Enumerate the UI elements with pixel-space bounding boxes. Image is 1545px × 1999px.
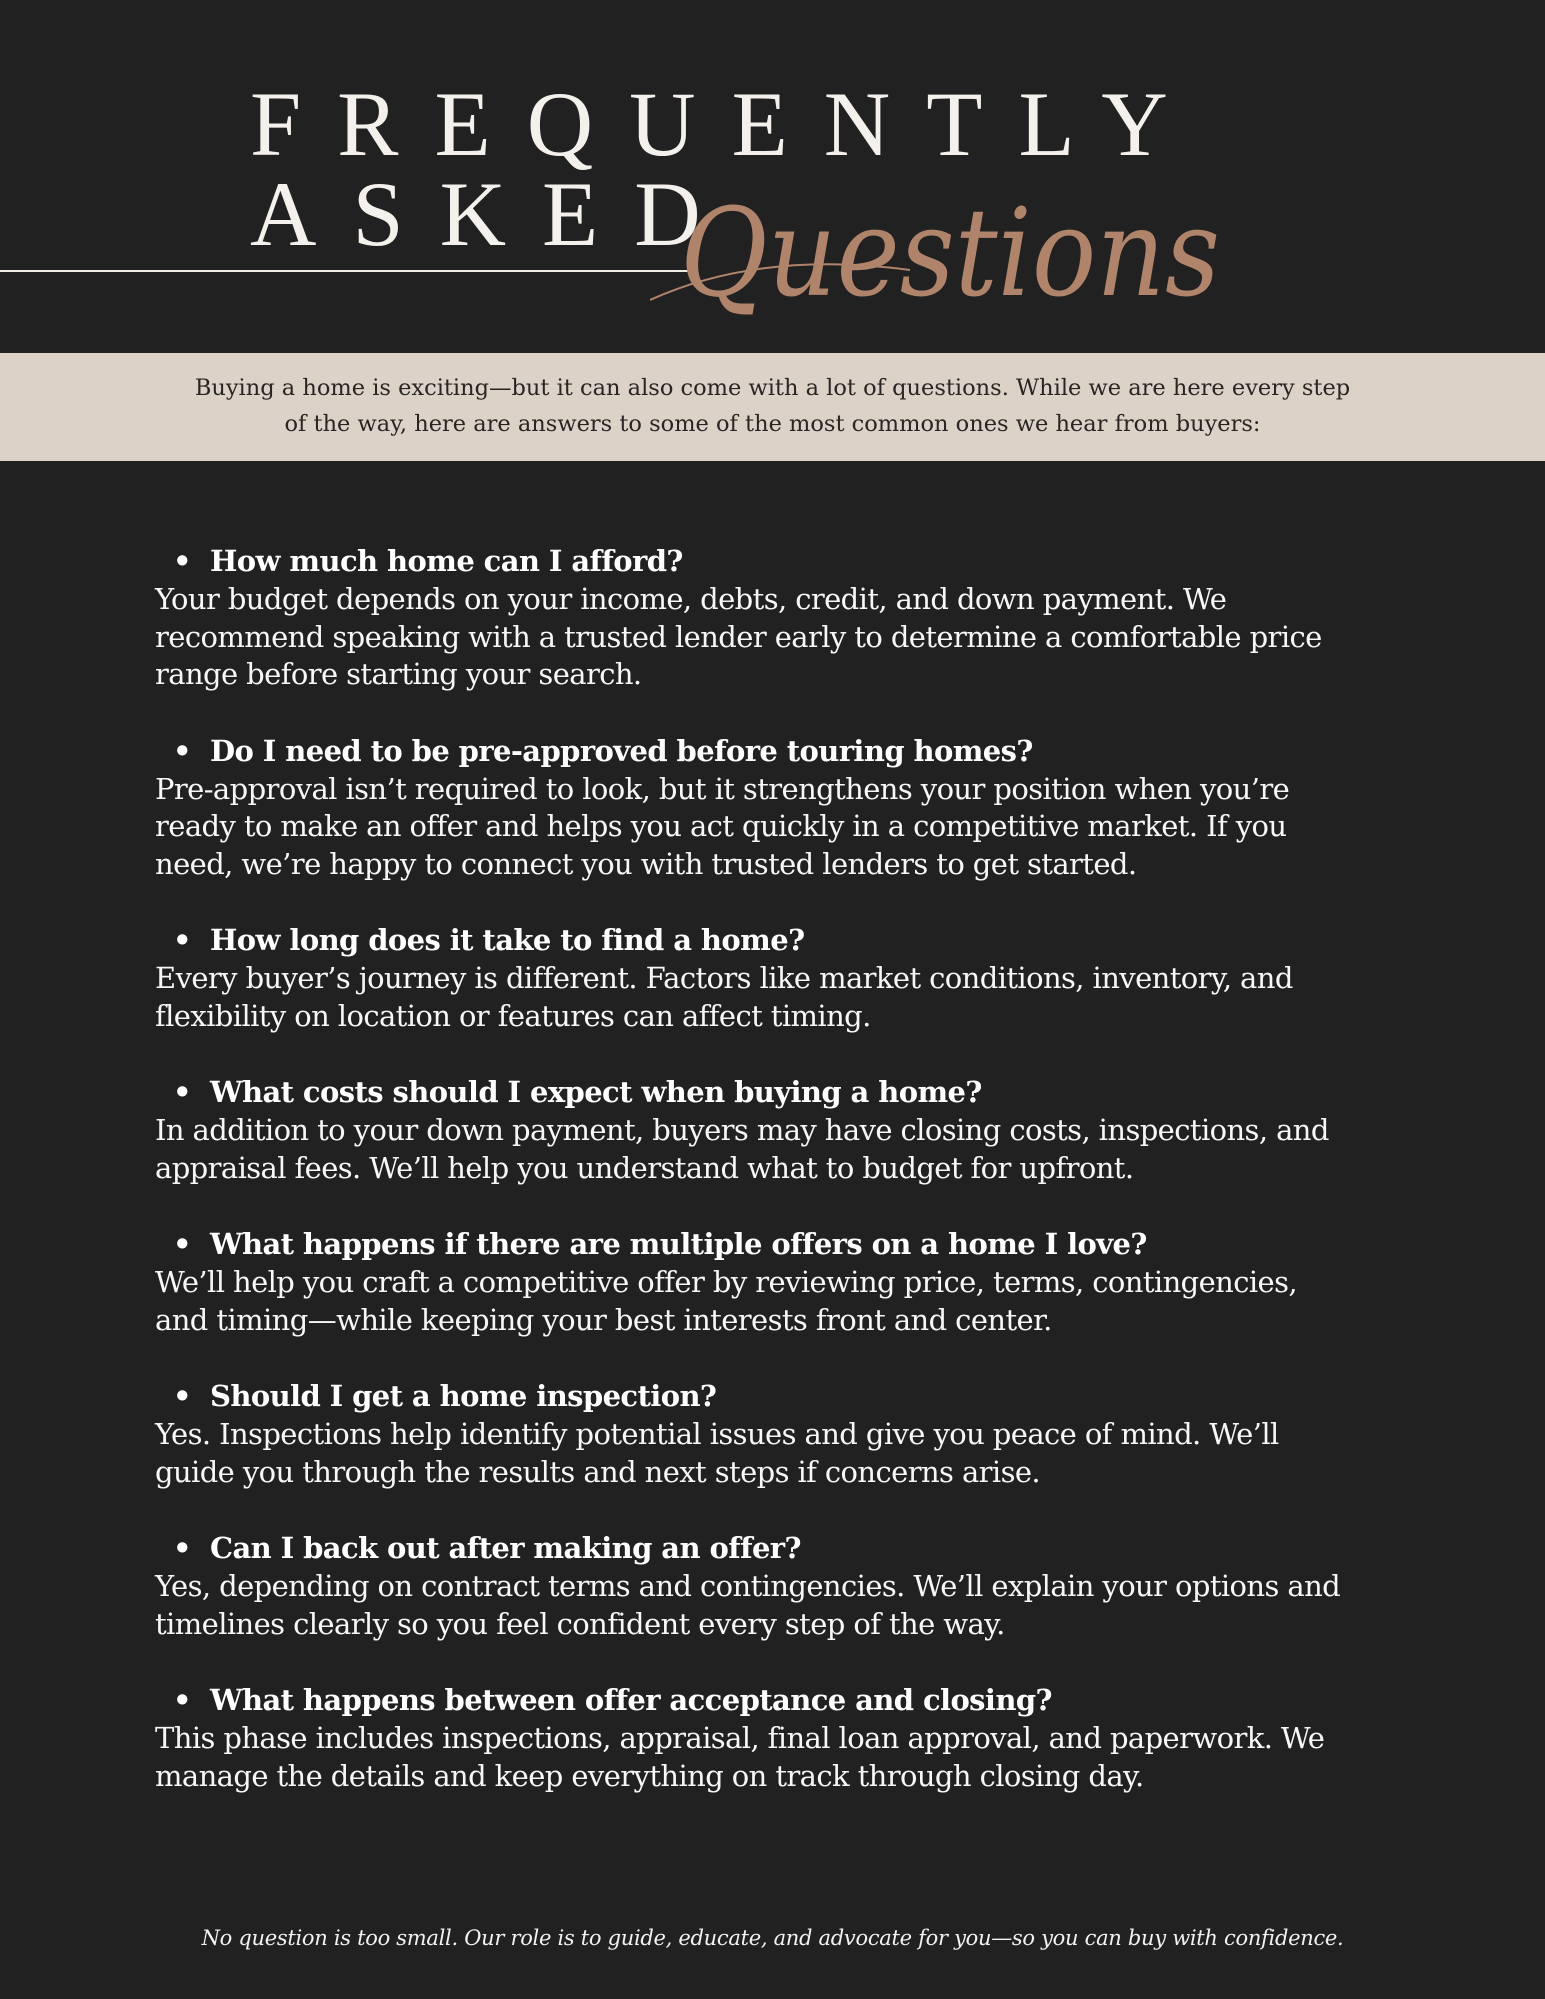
- faq-answer: [155, 1416, 1405, 1491]
- faq-answer-line: recommend speaking with a trusted lender early to determine a comfortable price: [155, 619, 1322, 654]
- questions-script-wordmark: [650, 150, 1250, 360]
- faq-question-text: Should I get a home inspection?: [210, 1379, 717, 1413]
- faq-answer-line: and timing—while keeping your best interests front and center.: [155, 1302, 1052, 1337]
- faq-answer-line: manage the details and keep everything on track through closing day.: [155, 1758, 1144, 1793]
- faq-answer: [155, 771, 1405, 884]
- faq-answer: [155, 581, 1405, 694]
- bullet-icon: •: [173, 1379, 191, 1413]
- faq-answer: [155, 1264, 1405, 1339]
- faq-question: [155, 541, 1405, 581]
- faq-answer-line: Your budget depends on your income, debts, credit, and down payment. We: [155, 582, 1227, 616]
- intro-line-1: Buying a home is exciting—but it can also come with a lot of questions. While we are here every step: [194, 375, 1351, 401]
- faq-answer: [155, 1112, 1405, 1187]
- faq-question-text: How long does it take to find a home?: [210, 923, 805, 957]
- faq-item: [155, 1376, 1405, 1491]
- faq-question: [155, 731, 1405, 771]
- faq-answer-line: Yes. Inspections help identify potential issues and give you peace of mind. We’ll: [155, 1417, 1279, 1451]
- faq-item: [155, 1072, 1405, 1187]
- title-frequently: FREQUENTLY: [250, 73, 1204, 175]
- bullet-icon: •: [173, 1227, 191, 1261]
- bullet-icon: •: [173, 544, 191, 578]
- faq-answer-line: need, we’re happy to connect you with trusted lenders to get started.: [155, 846, 1137, 881]
- faq-question-text: What happens if there are multiple offers on a home I love?: [210, 1227, 1147, 1261]
- faq-question: [155, 1072, 1405, 1112]
- faq-answer-line: In addition to your down payment, buyers may have closing costs, inspections, and: [155, 1113, 1329, 1147]
- faq-question: [155, 1224, 1405, 1264]
- bullet-icon: •: [173, 1531, 191, 1565]
- faq-answer-line: Every buyer’s journey is different. Factors like market conditions, inventory, and: [155, 961, 1293, 995]
- faq-question: [155, 1528, 1405, 1568]
- title-asked: ASKED: [250, 163, 737, 265]
- faq-question-text: What costs should I expect when buying a home?: [210, 1075, 982, 1109]
- faq-item: [155, 731, 1405, 884]
- faq-question-text: Can I back out after making an offer?: [210, 1531, 801, 1565]
- faq-answer-line: This phase includes inspections, appraisal, final loan approval, and paperwork. We: [155, 1721, 1325, 1755]
- faq-item: [155, 920, 1405, 1035]
- page-header: [0, 0, 1545, 353]
- faq-answer-line: Pre-approval isn’t required to look, but it strengthens your position when you’re: [155, 771, 1290, 806]
- footer-note: No question is too small. Our role is to guide, educate, and advocate for you—so you can buy with confidence.: [201, 1926, 1344, 1950]
- bullet-icon: •: [173, 923, 191, 957]
- faq-answer: [155, 960, 1405, 1035]
- faq-item: [155, 1224, 1405, 1339]
- faq-answer-line: guide you through the results and next steps if concerns arise.: [155, 1454, 1041, 1489]
- bullet-icon: •: [173, 1075, 191, 1109]
- faq-question: [155, 920, 1405, 960]
- faq-question-text: Do I need to be pre-approved before touring homes?: [210, 733, 1033, 768]
- faq-item: [155, 1680, 1405, 1795]
- faq-answer-line: range before starting your search.: [155, 657, 642, 691]
- faq-answer-line: flexibility on location or features can affect timing.: [155, 998, 871, 1033]
- faq-answer-line: appraisal fees. We’ll help you understand what to budget for upfront.: [155, 1150, 1134, 1185]
- faq-answer: [155, 1720, 1405, 1795]
- faq-answer-line: timelines clearly so you feel confident every step of the way.: [155, 1606, 1005, 1641]
- faq-question: [155, 1680, 1405, 1720]
- faq-list: [155, 541, 1405, 1832]
- bullet-icon: •: [173, 733, 191, 768]
- faq-answer-line: ready to make an offer and helps you act quickly in a competitive market. If you: [155, 809, 1287, 843]
- faq-question-text: What happens between offer acceptance and closing?: [210, 1683, 1052, 1717]
- title-underline-rule: [0, 270, 690, 272]
- intro-band: [0, 353, 1545, 461]
- faq-question-text: How much home can I afford?: [210, 544, 683, 578]
- intro-line-2: of the way, here are answers to some of the most common ones we hear from buyers:: [284, 411, 1261, 437]
- faq-item: [155, 1528, 1405, 1643]
- faq-answer-line: We’ll help you craft a competitive offer by reviewing price, terms, contingencies,: [155, 1265, 1298, 1299]
- questions-script-text: Questions: [680, 182, 1220, 324]
- bullet-icon: •: [173, 1683, 191, 1717]
- faq-answer: [155, 1568, 1405, 1643]
- faq-answer-line: Yes, depending on contract terms and contingencies. We’ll explain your options and: [155, 1569, 1341, 1603]
- faq-question: [155, 1376, 1405, 1416]
- faq-item: [155, 541, 1405, 694]
